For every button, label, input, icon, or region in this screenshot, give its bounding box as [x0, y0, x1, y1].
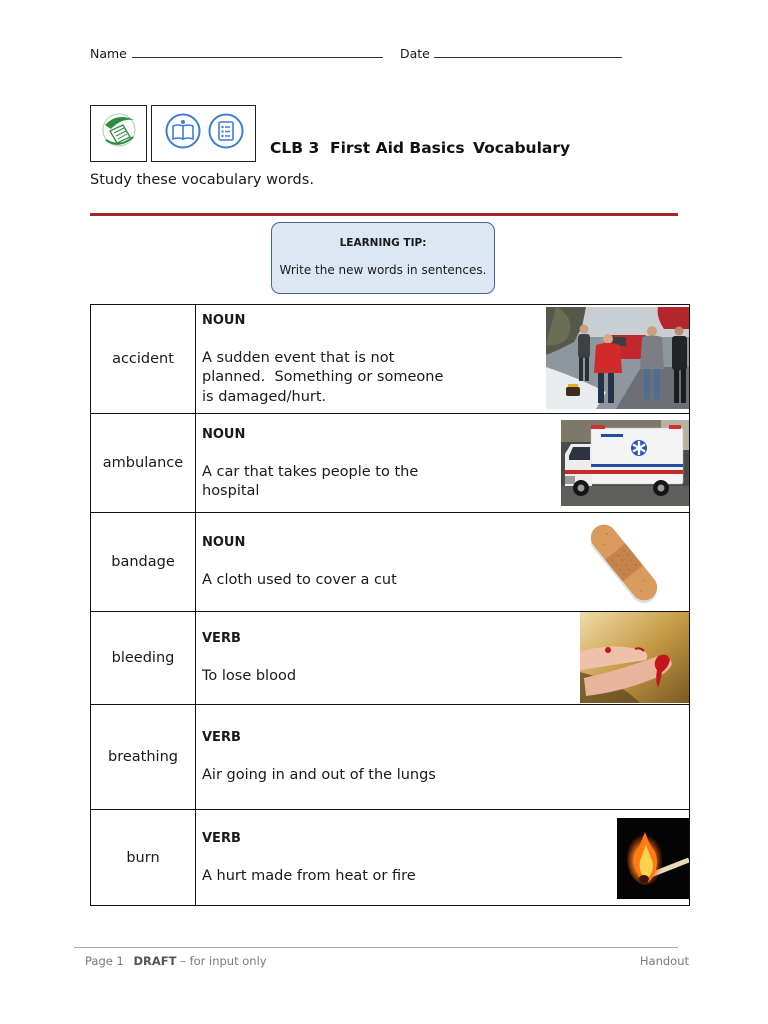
- learning-tip-box: [271, 222, 495, 294]
- vocab-row: [91, 809, 689, 905]
- title-level: CLB 3: [270, 139, 320, 157]
- part-of-speech: NOUN: [202, 312, 246, 328]
- learning-tip-heading: LEARNING TIP:: [339, 237, 427, 249]
- date-blank-line: [434, 46, 622, 58]
- vocab-word: bleeding: [91, 612, 196, 704]
- part-of-speech: NOUN: [202, 426, 246, 442]
- draft-label: DRAFT: [133, 954, 177, 968]
- vocab-definition-cell: [196, 513, 689, 611]
- section-divider: [90, 213, 678, 216]
- part-of-speech: VERB: [202, 730, 241, 746]
- vocab-row: [91, 512, 689, 611]
- checklist-icon: [208, 113, 244, 149]
- vocab-definition: A hurt made from heat or fire: [202, 867, 416, 884]
- vocab-definition-cell: [196, 612, 689, 704]
- vocab-definition: A car that takes people to the hospital: [202, 463, 423, 499]
- ambulance-photo: [561, 420, 689, 506]
- open-book-icon: [165, 113, 201, 149]
- footer-doc-type: Handout: [639, 954, 689, 968]
- vocab-word: breathing: [91, 705, 196, 809]
- footer-page-info: [85, 954, 267, 968]
- instructions: Study these vocabulary words.: [90, 172, 314, 188]
- accident-photo: [546, 307, 689, 409]
- title-type: Vocabulary: [473, 139, 571, 157]
- name-field: [90, 46, 383, 62]
- badge-box: [90, 105, 147, 162]
- vocab-definition: A sudden event that is not planned. Something or someone is damaged/hurt.: [202, 349, 448, 405]
- vocab-word: bandage: [91, 513, 196, 611]
- vocab-definition: A cloth used to cover a cut: [202, 572, 397, 589]
- vocab-definition: To lose blood: [202, 668, 297, 685]
- vocab-row: [91, 704, 689, 809]
- leaf-book-icon: [99, 110, 139, 150]
- burning-match-photo: [617, 818, 689, 899]
- date-field: [400, 46, 622, 62]
- vocab-row: [91, 611, 689, 704]
- skills-box: [151, 105, 256, 162]
- vocab-row: [91, 305, 689, 413]
- vocab-row: [91, 413, 689, 512]
- part-of-speech: NOUN: [202, 535, 246, 551]
- vocab-definition-cell: [196, 705, 689, 809]
- part-of-speech: VERB: [202, 830, 241, 846]
- draft-note: – for input only: [180, 954, 267, 968]
- bleeding-photo: [580, 612, 689, 703]
- vocab-definition-cell: [196, 414, 689, 512]
- vocab-word: accident: [91, 305, 196, 413]
- name-label: Name: [90, 46, 127, 61]
- footer-divider: [74, 947, 678, 948]
- part-of-speech: VERB: [202, 631, 241, 647]
- name-blank-line: [132, 46, 383, 58]
- vocab-definition-cell: [196, 305, 689, 413]
- page-number: Page 1: [85, 954, 124, 968]
- title-topic: First Aid Basics: [330, 139, 465, 157]
- vocab-word: burn: [91, 810, 196, 905]
- vocab-word: ambulance: [91, 414, 196, 512]
- learning-tip-text: Write the new words in sentences.: [279, 263, 487, 277]
- vocabulary-table: [90, 304, 690, 906]
- bandage-photo: [583, 520, 665, 605]
- vocab-definition: Air going in and out of the lungs: [202, 767, 436, 784]
- date-label: Date: [400, 46, 430, 61]
- vocab-definition-cell: [196, 810, 689, 905]
